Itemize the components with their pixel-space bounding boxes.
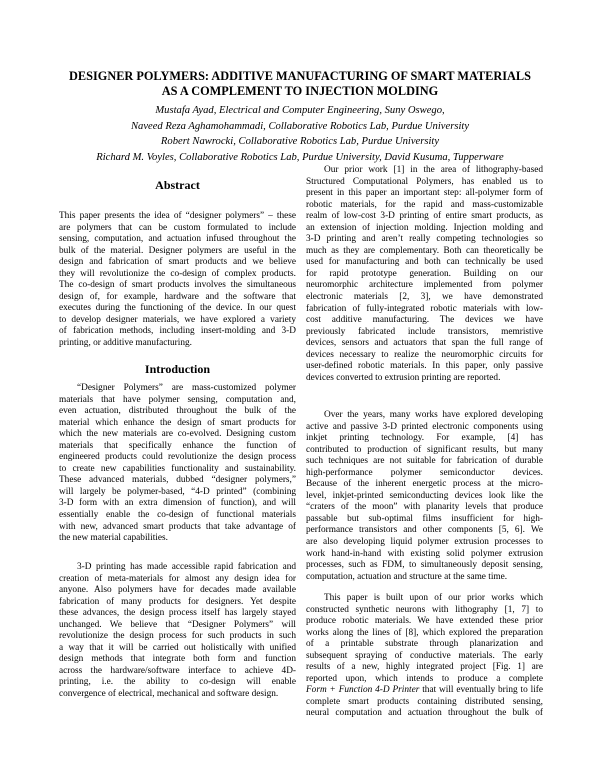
text-line: This paper presents the idea of “designer polymers” – these: [59, 211, 296, 221]
text-line: These advanced materials, dubbed “designer polymers,”: [59, 475, 296, 486]
text-line: a way that it will be carried out holistically with unified: [59, 642, 296, 653]
text-line: material which enhance the design of smart products for: [59, 417, 296, 428]
text-line: sensing, computation, and actuation infused throughout the: [59, 234, 296, 245]
text-line: realm of low-cost 3-D printing of entire smart products, as: [306, 211, 543, 222]
title-line-1: DESIGNER POLYMERS: ADDITIVE MANUFACTURING OF SMART MATERIALS: [69, 69, 531, 83]
text-line: even actuation, distributed throughout the bulk of the: [59, 406, 296, 417]
text-line: performance transistors and other components [5, 6]. We: [306, 525, 543, 536]
text-line: electronic materials [2, 3], we have demonstrated: [306, 292, 543, 303]
text-line: user-defined robotic materials. In this paper, only passive: [306, 361, 543, 372]
text-line: Over the years, many works have explored developing: [324, 410, 543, 420]
text-line: processes, such as FDM, to simultaneously deposit sensing,: [306, 560, 543, 571]
text-line: to create new capabilities functionality and sustainability.: [59, 463, 296, 474]
text-line: Structured Computational Polymers, has enabled us to: [306, 176, 543, 187]
text-line: of a printable substrate through planarization and: [306, 639, 543, 650]
text-line: devices converted to extrusion printing are reported.: [306, 372, 501, 383]
text-line: Our prior work [1] in the area of lithography-based: [324, 165, 543, 175]
text-line: engineered products could revolutionize the design process: [59, 452, 296, 463]
text-line: they will revolutionize the co-design of complex products.: [59, 268, 296, 279]
text-line: passable but sub-optimal films insufficient for high-: [306, 513, 543, 524]
text-line: present in this paper an important step: all-polymer form of: [306, 188, 543, 199]
text-line: reported upon, which intends to produce a complete: [306, 673, 543, 684]
text-line: contributed to production of significant results, but many: [306, 444, 543, 455]
text-line: [306, 685, 543, 697]
text-line: anyone. Also polymers have for decades made available: [59, 585, 296, 596]
text-line: computation, actuation and structure at the same time.: [306, 571, 508, 582]
abstract-paragraph: [59, 211, 296, 350]
text-line: printing, i.e. the ability to co-design will enable: [59, 677, 296, 688]
text-line: cost additive manufacturing. The devices we have: [306, 315, 543, 326]
text-line: these advances, the design process itself has largely stayed: [59, 608, 296, 619]
abstract-heading: Abstract: [155, 178, 200, 192]
paper-title: [40, 69, 560, 99]
title-line-2: AS A COMPLEMENT TO INJECTION MOLDING: [161, 84, 439, 98]
text-line: neuromorphic architecture implemented from polymer: [306, 280, 543, 291]
text-line: results of a new, highly integrated project [Fig. 1] are: [306, 662, 543, 673]
text-line: are also developing liquid polymer extrusion processes to: [306, 537, 543, 548]
text-line: of fabrication methods, including insert-molding and 3-D: [59, 326, 296, 337]
text-line: creation of meta-materials for almost any design idea for: [59, 573, 296, 584]
right-paragraph-1: [306, 165, 543, 384]
text-line: materials that specifically enhance the function of: [59, 440, 296, 451]
right-paragraph-3: [306, 593, 543, 720]
text-line: The co-design of smart products involves the simultaneous: [59, 280, 296, 291]
text-line: much as they are complementary. Both can theoretically be: [306, 245, 543, 256]
text-line: neural computation and actuation throughout the bulk of: [306, 708, 543, 719]
text-line: design of, for example, hardware and the software that: [59, 291, 296, 302]
text-line: materials that have polymer sensing, computation and,: [59, 394, 296, 405]
author-line: Richard M. Voyles, Collaborative Robotics Lab, Purdue University, David Kusuma, Tupperware: [96, 151, 504, 163]
text-line: 3-D printing has made accessible rapid fabrication and: [77, 562, 296, 572]
text-line: design methods that integrate both form and function: [59, 654, 296, 665]
text-line: for rapid prototype generation. Building on our: [306, 268, 543, 279]
text-line: convergence of electrical, mechanical and software design.: [59, 689, 279, 700]
author-list: [30, 103, 570, 165]
text-line: an extension of injection molding. Injection molding and: [306, 222, 543, 233]
text-line: “Designer Polymers” are mass-customized polymer: [77, 383, 296, 393]
intro-paragraph-1: [59, 383, 296, 545]
author-line: Naveed Reza Aghamohammadi, Collaborative Robotics Lab, Purdue University: [130, 120, 470, 132]
text-line: such techniques are not suitable for fabrication of durable: [306, 456, 543, 467]
text-line: devices necessary to realize the neuromorphic circuits for: [306, 349, 543, 360]
text-line: devices, sensors and actuators that span the full range of: [306, 338, 543, 349]
text-line: are polymers that can be custom formulated to include: [59, 222, 296, 233]
text-line: constructed synthetic neurons with lithography [1, 7] to: [306, 604, 543, 615]
text-line: work hand-in-hand with existing solid polymer extrusion: [306, 548, 543, 559]
text-fragment: that will eventually bring to life: [419, 685, 543, 696]
text-line: robotic materials, for the rapid and mass-customizable: [306, 199, 543, 210]
emphasis: Form + Function 4-D Printer: [306, 685, 420, 696]
text-line: Because of the inherent energetic process at the micro-: [306, 479, 543, 490]
text-line: fabrication of fully-integrated robotic materials with low-: [306, 303, 543, 314]
text-line: revolutionize the design process for such products in such: [59, 631, 296, 642]
text-line: the new material capabilities.: [59, 533, 168, 544]
text-line: used for manufacturing and both can technically be used: [306, 257, 543, 268]
author-line: Mustafa Ayad, Electrical and Computer Engineering, Suny Oswego,: [155, 105, 445, 116]
text-line: design and fabrication of smart products and we believe: [59, 257, 296, 268]
text-line: active and passive 3-D printed electronic components using: [306, 421, 543, 432]
text-line: produce robotic materials. We have extended these prior: [306, 616, 543, 627]
text-line: across the hardware/software interface to achieve 4D-: [59, 665, 296, 676]
intro-paragraph-2: [59, 562, 296, 701]
text-line: This paper is built upon of our prior works which: [324, 593, 543, 603]
text-line: bulk of the material. Designer polymers are useful in the: [59, 245, 296, 256]
text-line: level, inkjet-printed semiconducting devices look like the: [306, 490, 543, 501]
text-line: inkjet printing technology. For example, [4] has: [306, 433, 543, 444]
right-paragraph-2: [306, 410, 543, 583]
text-line: to develop designer materials, we have explored a variety: [59, 314, 296, 325]
author-line: Robert Nawrocki, Collaborative Robotics Lab, Purdue University: [160, 136, 440, 148]
text-line: “craters of the moon” with planarity levels that produce: [306, 502, 543, 513]
text-line: essentially enable the co-design of functional materials: [59, 510, 296, 521]
text-line: unchanged. We believe that “Designer Polymers” will: [59, 619, 296, 630]
text-line: executes during the functioning of the device. In our quest: [59, 303, 296, 314]
text-line: subsequent spraying of conductive materials. The early: [306, 650, 543, 661]
text-line: 3-D form with an extra dimension of function), and will: [59, 498, 296, 509]
text-line: fabrication of many products for designers. Yet despite: [59, 596, 296, 607]
text-line: with new, advanced smart products that take advantage of: [59, 521, 296, 532]
text-line: high-performance polymer semiconductor devices.: [306, 467, 543, 478]
text-line: previously fabricated include transistors, memristive: [306, 326, 543, 337]
introduction-heading: Introduction: [144, 362, 211, 376]
text-line: will largely be polymer-based, “4-D printed” (combining: [59, 486, 296, 497]
text-line: 3-D printing and aren’t really competing technologies so: [306, 234, 543, 245]
text-line: printing, or additive manufacturing.: [59, 338, 192, 349]
text-line: complete smart products containing distributed sensing,: [306, 696, 543, 707]
text-line: works along the lines of [8], which explored the preparation: [306, 627, 543, 638]
text-line: which the new materials are co-evolved. Designing custom: [59, 429, 296, 440]
